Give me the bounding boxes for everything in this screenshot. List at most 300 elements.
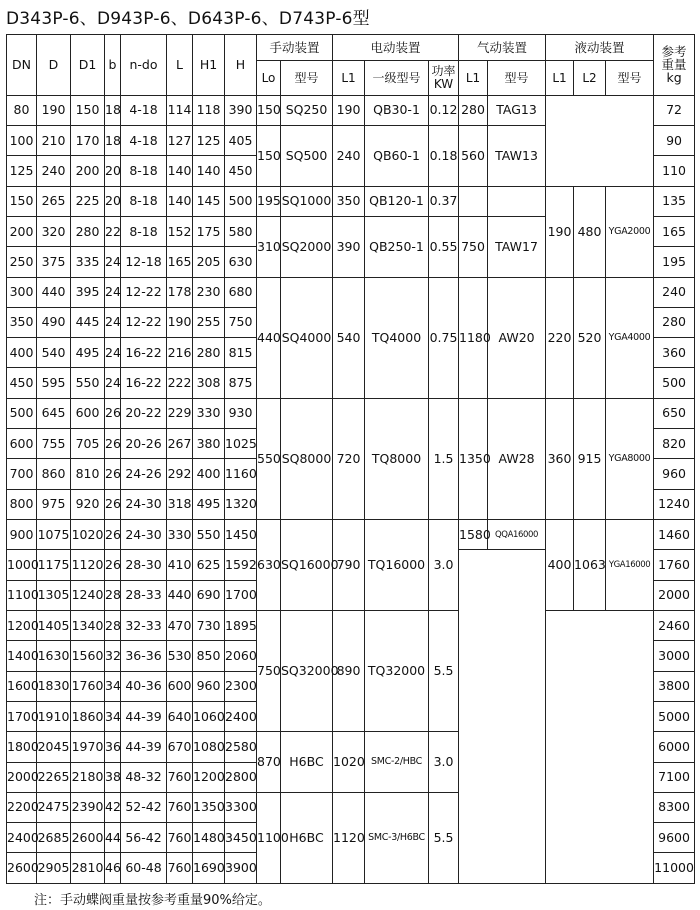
cell-l: 222 — [167, 368, 193, 398]
cell-ndo: 24-26 — [121, 459, 167, 489]
cell-d1: 445 — [71, 307, 105, 337]
cell-d1: 1760 — [71, 671, 105, 701]
cell-weight-kg: 1240 — [654, 489, 695, 519]
cell-weight-kg: 360 — [654, 338, 695, 368]
cell-manual-model: SQ250 — [281, 95, 333, 125]
cell-d: 975 — [37, 489, 71, 519]
cell-ndo: 36-36 — [121, 641, 167, 671]
cell-h: 3900 — [225, 853, 257, 884]
cell-l: 530 — [167, 641, 193, 671]
header-electric-l1: L1 — [333, 61, 365, 95]
cell-dn: 600 — [7, 429, 37, 459]
cell-electric-model: QB120-1 — [365, 186, 429, 216]
footnote: 注：手动蝶阀重量按参考重量90%给定。 — [34, 893, 271, 908]
cell-manual-lo: 150 — [257, 125, 281, 186]
cell-l: 330 — [167, 520, 193, 550]
cell-h1: 145 — [193, 186, 225, 216]
cell-ndo: 44-39 — [121, 732, 167, 762]
cell-d1: 920 — [71, 489, 105, 519]
cell-electric-power: 1.5 — [429, 398, 459, 519]
cell-dn: 80 — [7, 95, 37, 125]
cell-weight-kg: 165 — [654, 216, 695, 246]
cell-dn: 500 — [7, 398, 37, 428]
cell-h1: 550 — [193, 520, 225, 550]
cell-h: 1320 — [225, 489, 257, 519]
cell-hydraulic-l1: 360 — [546, 398, 574, 519]
cell-dn: 100 — [7, 125, 37, 155]
cell-hydraulic-model: YGA2000 — [606, 186, 654, 277]
cell-d: 190 — [37, 95, 71, 125]
table-row — [7, 186, 695, 216]
header-electric-power — [429, 61, 459, 95]
cell-h1: 1690 — [193, 853, 225, 884]
cell-hydraulic-l2: 520 — [574, 277, 606, 398]
header-electric: 电动装置 — [333, 35, 459, 61]
cell-b: 24 — [105, 277, 121, 307]
cell-h: 3300 — [225, 792, 257, 822]
header-hydraulic-model: 型号 — [606, 61, 654, 95]
cell-pneumatic-l1: 1350 — [459, 398, 488, 519]
cell-h: 2400 — [225, 701, 257, 731]
cell-l: 760 — [167, 792, 193, 822]
cell-dn: 1800 — [7, 732, 37, 762]
cell-d: 2905 — [37, 853, 71, 884]
cell-electric-model: QB60-1 — [365, 125, 429, 186]
cell-hydraulic-l1: 400 — [546, 520, 574, 611]
cell-electric-l1: 240 — [333, 125, 365, 186]
cell-weight-kg: 8300 — [654, 792, 695, 822]
cell-h1: 330 — [193, 398, 225, 428]
cell-l: 292 — [167, 459, 193, 489]
ref-weight-unit: kg — [666, 70, 682, 86]
cell-d: 265 — [37, 186, 71, 216]
cell-b: 26 — [105, 429, 121, 459]
cell-h: 2060 — [225, 641, 257, 671]
cell-d1: 225 — [71, 186, 105, 216]
header-h: H — [225, 35, 257, 96]
cell-b: 46 — [105, 853, 121, 884]
header-electric-model: 一级型号 — [365, 61, 429, 95]
cell-l: 127 — [167, 125, 193, 155]
cell-weight-kg: 500 — [654, 368, 695, 398]
cell-pneumatic-model: TAW17 — [488, 216, 546, 277]
ref-weight-label: 参考重量 — [661, 44, 687, 73]
cell-electric-power: 0.18 — [429, 125, 459, 186]
cell-ndo: 12-22 — [121, 307, 167, 337]
cell-weight-kg: 650 — [654, 398, 695, 428]
cell-pneumatic-model: AW28 — [488, 398, 546, 519]
cell-d: 1075 — [37, 520, 71, 550]
cell-hydraulic-blank — [546, 95, 654, 186]
cell-h1: 280 — [193, 338, 225, 368]
cell-weight-kg: 280 — [654, 307, 695, 337]
cell-b: 42 — [105, 792, 121, 822]
header-manual: 手动装置 — [257, 35, 333, 61]
cell-ndo: 32-33 — [121, 610, 167, 640]
cell-b: 26 — [105, 398, 121, 428]
cell-dn: 2600 — [7, 853, 37, 884]
cell-b: 38 — [105, 762, 121, 792]
cell-pneumatic-l1: 1580 — [459, 520, 488, 550]
cell-hydraulic-model: YGA8000 — [606, 398, 654, 519]
cell-ndo: 28-30 — [121, 550, 167, 580]
cell-d: 440 — [37, 277, 71, 307]
header-l: L — [167, 35, 193, 96]
cell-weight-kg: 3800 — [654, 671, 695, 701]
cell-h: 500 — [225, 186, 257, 216]
cell-electric-power: 5.5 — [429, 610, 459, 731]
cell-manual-lo: 1100 — [257, 792, 281, 883]
cell-b: 28 — [105, 610, 121, 640]
cell-b: 20 — [105, 156, 121, 186]
cell-d1: 495 — [71, 338, 105, 368]
cell-electric-power: 3.0 — [429, 520, 459, 611]
cell-electric-model: QB250-1 — [365, 216, 429, 277]
cell-b: 24 — [105, 247, 121, 277]
table-row — [7, 277, 695, 307]
cell-ndo: 24-30 — [121, 489, 167, 519]
cell-hydraulic-blank — [546, 610, 654, 883]
cell-ndo: 20-22 — [121, 398, 167, 428]
cell-ndo: 40-36 — [121, 671, 167, 701]
cell-h1: 125 — [193, 125, 225, 155]
cell-l: 640 — [167, 701, 193, 731]
cell-b: 36 — [105, 732, 121, 762]
cell-d: 1630 — [37, 641, 71, 671]
cell-ndo: 56-42 — [121, 823, 167, 853]
cell-ndo: 60-48 — [121, 853, 167, 884]
page-title: D343P-6、D943P-6、D643P-6、D743P-6型 — [6, 9, 370, 29]
cell-ndo: 8-18 — [121, 186, 167, 216]
cell-l: 470 — [167, 610, 193, 640]
cell-pneumatic-blank — [459, 186, 488, 216]
cell-h1: 1080 — [193, 732, 225, 762]
cell-l: 760 — [167, 853, 193, 884]
cell-dn: 450 — [7, 368, 37, 398]
cell-d1: 2810 — [71, 853, 105, 884]
cell-h1: 140 — [193, 156, 225, 186]
cell-d1: 170 — [71, 125, 105, 155]
cell-dn: 2400 — [7, 823, 37, 853]
cell-d: 860 — [37, 459, 71, 489]
cell-electric-model: TQ8000 — [365, 398, 429, 519]
cell-d1: 1240 — [71, 580, 105, 610]
cell-d: 210 — [37, 125, 71, 155]
cell-ndo: 48-32 — [121, 762, 167, 792]
cell-electric-model: QB30-1 — [365, 95, 429, 125]
cell-d: 2045 — [37, 732, 71, 762]
cell-d1: 600 — [71, 398, 105, 428]
header-hydraulic-l2: L2 — [574, 61, 606, 95]
cell-h1: 400 — [193, 459, 225, 489]
cell-h: 1160 — [225, 459, 257, 489]
cell-h: 405 — [225, 125, 257, 155]
header-d1: D1 — [71, 35, 105, 96]
cell-pneumatic-model: QQA16000 — [488, 520, 546, 550]
cell-l: 760 — [167, 823, 193, 853]
cell-ndo: 8-18 — [121, 216, 167, 246]
cell-l: 440 — [167, 580, 193, 610]
cell-weight-kg: 90 — [654, 125, 695, 155]
header-pneumatic-l1: L1 — [459, 61, 488, 95]
cell-l: 140 — [167, 156, 193, 186]
cell-d: 490 — [37, 307, 71, 337]
cell-h1: 205 — [193, 247, 225, 277]
cell-electric-power: 3.0 — [429, 732, 459, 793]
cell-pneumatic-l1: 1180 — [459, 277, 488, 398]
cell-electric-power: 5.5 — [429, 792, 459, 883]
cell-b: 24 — [105, 307, 121, 337]
cell-d1: 395 — [71, 277, 105, 307]
cell-electric-l1: 540 — [333, 277, 365, 398]
cell-d: 755 — [37, 429, 71, 459]
cell-h: 680 — [225, 277, 257, 307]
cell-manual-lo: 550 — [257, 398, 281, 519]
cell-d1: 1020 — [71, 520, 105, 550]
cell-dn: 1200 — [7, 610, 37, 640]
cell-weight-kg: 11000 — [654, 853, 695, 884]
cell-d1: 280 — [71, 216, 105, 246]
cell-dn: 125 — [7, 156, 37, 186]
cell-manual-model: SQ1000 — [281, 186, 333, 216]
cell-electric-l1: 350 — [333, 186, 365, 216]
cell-weight-kg: 6000 — [654, 732, 695, 762]
cell-dn: 1400 — [7, 641, 37, 671]
cell-manual-lo: 750 — [257, 610, 281, 731]
header-d: D — [37, 35, 71, 96]
cell-electric-model: SMC-3/H6BC — [365, 792, 429, 883]
cell-pneumatic-blank — [488, 186, 546, 216]
cell-d: 1830 — [37, 671, 71, 701]
cell-manual-lo: 630 — [257, 520, 281, 611]
cell-l: 410 — [167, 550, 193, 580]
cell-h: 2580 — [225, 732, 257, 762]
cell-b: 18 — [105, 95, 121, 125]
cell-dn: 1000 — [7, 550, 37, 580]
cell-l: 670 — [167, 732, 193, 762]
cell-dn: 800 — [7, 489, 37, 519]
cell-dn: 1600 — [7, 671, 37, 701]
cell-manual-lo: 150 — [257, 95, 281, 125]
cell-l: 152 — [167, 216, 193, 246]
cell-weight-kg: 240 — [654, 277, 695, 307]
cell-hydraulic-l2: 1063 — [574, 520, 606, 611]
cell-ndo: 16-22 — [121, 338, 167, 368]
cell-h: 450 — [225, 156, 257, 186]
cell-h1: 230 — [193, 277, 225, 307]
cell-manual-model: H6BC — [281, 732, 333, 793]
cell-b: 24 — [105, 338, 121, 368]
cell-ndo: 52-42 — [121, 792, 167, 822]
cell-b: 22 — [105, 216, 121, 246]
cell-b: 26 — [105, 459, 121, 489]
cell-ndo: 8-18 — [121, 156, 167, 186]
cell-electric-l1: 790 — [333, 520, 365, 611]
cell-d1: 1860 — [71, 701, 105, 731]
cell-h: 2800 — [225, 762, 257, 792]
cell-hydraulic-l1: 190 — [546, 186, 574, 277]
cell-electric-power: 0.12 — [429, 95, 459, 125]
cell-electric-model: TQ16000 — [365, 520, 429, 611]
cell-hydraulic-model: YGA16000 — [606, 520, 654, 611]
cell-pneumatic-model: TAG13 — [488, 95, 546, 125]
cell-b: 34 — [105, 701, 121, 731]
cell-h1: 308 — [193, 368, 225, 398]
cell-d: 320 — [37, 216, 71, 246]
header-hydraulic: 液动装置 — [546, 35, 654, 61]
cell-electric-model: TQ4000 — [365, 277, 429, 398]
cell-dn: 2200 — [7, 792, 37, 822]
cell-ndo: 28-33 — [121, 580, 167, 610]
cell-h1: 380 — [193, 429, 225, 459]
cell-h1: 730 — [193, 610, 225, 640]
cell-electric-l1: 1120 — [333, 792, 365, 883]
header-b: b — [105, 35, 121, 96]
cell-b: 18 — [105, 125, 121, 155]
cell-electric-l1: 890 — [333, 610, 365, 731]
cell-pneumatic-l1: 560 — [459, 125, 488, 186]
cell-b: 24 — [105, 368, 121, 398]
cell-ndo: 16-22 — [121, 368, 167, 398]
cell-manual-lo: 440 — [257, 277, 281, 398]
cell-hydraulic-l2: 915 — [574, 398, 606, 519]
cell-electric-l1: 390 — [333, 216, 365, 277]
cell-l: 216 — [167, 338, 193, 368]
cell-h1: 1480 — [193, 823, 225, 853]
cell-dn: 200 — [7, 216, 37, 246]
table-row — [7, 398, 695, 428]
table-row — [7, 610, 695, 640]
cell-l: 114 — [167, 95, 193, 125]
cell-manual-model: SQ500 — [281, 125, 333, 186]
cell-d: 540 — [37, 338, 71, 368]
cell-d: 645 — [37, 398, 71, 428]
cell-b: 26 — [105, 489, 121, 519]
cell-electric-model: TQ32000 — [365, 610, 429, 731]
cell-weight-kg: 7100 — [654, 762, 695, 792]
cell-d: 1405 — [37, 610, 71, 640]
cell-h1: 1200 — [193, 762, 225, 792]
cell-h1: 690 — [193, 580, 225, 610]
cell-ndo: 44-39 — [121, 701, 167, 731]
cell-l: 140 — [167, 186, 193, 216]
cell-dn: 1100 — [7, 580, 37, 610]
header-ndo: n-do — [121, 35, 167, 96]
cell-h: 815 — [225, 338, 257, 368]
cell-h1: 495 — [193, 489, 225, 519]
cell-l: 229 — [167, 398, 193, 428]
cell-b: 44 — [105, 823, 121, 853]
cell-d: 1910 — [37, 701, 71, 731]
header-ref-weight — [654, 35, 695, 96]
header-manual-model: 型号 — [281, 61, 333, 95]
cell-b: 34 — [105, 671, 121, 701]
cell-d1: 1560 — [71, 641, 105, 671]
cell-d: 375 — [37, 247, 71, 277]
cell-weight-kg: 2460 — [654, 610, 695, 640]
cell-b: 32 — [105, 641, 121, 671]
cell-d: 1175 — [37, 550, 71, 580]
cell-l: 318 — [167, 489, 193, 519]
cell-electric-power: 0.75 — [429, 277, 459, 398]
cell-manual-model: H6BC — [281, 792, 333, 883]
cell-d1: 1120 — [71, 550, 105, 580]
header-pneumatic-model: 型号 — [488, 61, 546, 95]
cell-dn: 250 — [7, 247, 37, 277]
cell-dn: 150 — [7, 186, 37, 216]
cell-pneumatic-blank — [459, 550, 546, 884]
cell-dn: 1700 — [7, 701, 37, 731]
cell-h: 3450 — [225, 823, 257, 853]
cell-d1: 810 — [71, 459, 105, 489]
cell-weight-kg: 1760 — [654, 550, 695, 580]
cell-d1: 1970 — [71, 732, 105, 762]
cell-manual-lo: 195 — [257, 186, 281, 216]
cell-h1: 960 — [193, 671, 225, 701]
cell-h: 875 — [225, 368, 257, 398]
cell-ndo: 24-30 — [121, 520, 167, 550]
cell-d1: 1340 — [71, 610, 105, 640]
cell-h: 1895 — [225, 610, 257, 640]
cell-h1: 625 — [193, 550, 225, 580]
cell-d: 595 — [37, 368, 71, 398]
cell-l: 178 — [167, 277, 193, 307]
cell-d1: 150 — [71, 95, 105, 125]
cell-h: 1450 — [225, 520, 257, 550]
header-hydraulic-l1: L1 — [546, 61, 574, 95]
cell-b: 28 — [105, 580, 121, 610]
cell-h1: 850 — [193, 641, 225, 671]
cell-d1: 2180 — [71, 762, 105, 792]
header-dn: DN — [7, 35, 37, 96]
cell-manual-model: SQ8000 — [281, 398, 333, 519]
cell-dn: 350 — [7, 307, 37, 337]
cell-ndo: 4-18 — [121, 125, 167, 155]
cell-electric-l1: 1020 — [333, 732, 365, 793]
cell-hydraulic-l1: 220 — [546, 277, 574, 398]
cell-dn: 400 — [7, 338, 37, 368]
cell-manual-model: SQ16000 — [281, 520, 333, 611]
cell-manual-lo: 870 — [257, 732, 281, 793]
cell-l: 267 — [167, 429, 193, 459]
cell-weight-kg: 1460 — [654, 520, 695, 550]
cell-h: 930 — [225, 398, 257, 428]
cell-electric-power: 0.55 — [429, 216, 459, 277]
cell-weight-kg: 9600 — [654, 823, 695, 853]
cell-ndo: 20-26 — [121, 429, 167, 459]
cell-b: 26 — [105, 520, 121, 550]
cell-manual-model: SQ32000 — [281, 610, 333, 731]
cell-h1: 1350 — [193, 792, 225, 822]
cell-h1: 255 — [193, 307, 225, 337]
cell-ndo: 12-18 — [121, 247, 167, 277]
cell-d: 240 — [37, 156, 71, 186]
cell-d1: 335 — [71, 247, 105, 277]
cell-hydraulic-model: YGA4000 — [606, 277, 654, 398]
cell-h: 750 — [225, 307, 257, 337]
cell-electric-power: 0.37 — [429, 186, 459, 216]
cell-h: 1025 — [225, 429, 257, 459]
cell-weight-kg: 110 — [654, 156, 695, 186]
cell-pneumatic-l1: 280 — [459, 95, 488, 125]
cell-d: 1305 — [37, 580, 71, 610]
cell-h1: 118 — [193, 95, 225, 125]
cell-dn: 300 — [7, 277, 37, 307]
cell-h: 390 — [225, 95, 257, 125]
header-manual-lo: Lo — [257, 61, 281, 95]
cell-hydraulic-l2: 480 — [574, 186, 606, 277]
cell-d1: 705 — [71, 429, 105, 459]
